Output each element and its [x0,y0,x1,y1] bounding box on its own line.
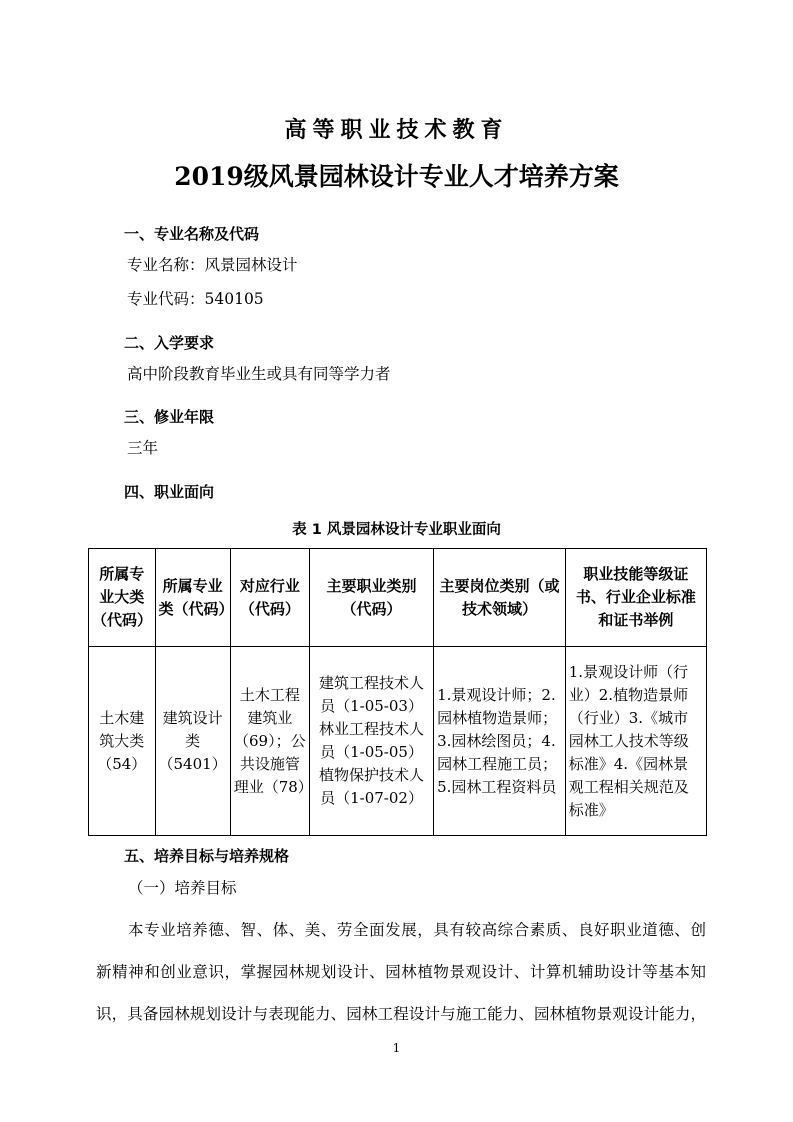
paragraph-line: 新精神和创业意识，掌握园林规划设计、园林植物景观设计、计算机辅助设计等基本知 [96,963,706,981]
table-caption: 表 1 风景园林设计专业职业面向 [292,522,501,538]
document-title-line1: 高等职业技术教育 [284,117,509,143]
header-cell: 职业技能等级证书、行业企业标准和证书举例 [565,549,706,647]
page-number: 1 [392,1041,401,1055]
major-name: 专业名称：风景园林设计 [127,256,298,274]
section-2-heading: 二、入学要求 [124,334,215,352]
table-cell: 建筑工程技术人员（1-05-03）林业工程技术人员（1-05-05）植物保护技术人员（1-07-02） [309,647,433,836]
section-5-heading: 五、培养目标与培养规格 [124,847,290,865]
study-duration: 三年 [127,439,159,457]
table-cell: 1.景观设计师（行业）2.植物造景师（行业）3.《城市园林工人技术等级标准》4.《园林景观工程相关规范及标准》 [565,647,706,836]
paragraph-line: 本专业培养德、智、体、美、劳全面发展，具有较高综合素质、良好职业道德、创 [128,921,706,939]
header-cell: 对应行业（代码） [230,549,309,647]
header-cell: 主要岗位类别（或技术领域） [434,549,566,647]
table-cell: 建筑设计类（5401） [155,647,230,836]
career-orientation-table [88,548,707,836]
section-1-heading: 一、专业名称及代码 [124,225,260,243]
header-cell: 主要职业类别（代码） [309,549,433,647]
document-title-line2: 2019级风景园林设计专业人才培养方案 [174,162,619,191]
admission-requirement: 高中阶段教育毕业生或具有同等学力者 [127,365,391,383]
table-header-row [89,549,707,647]
section-3-heading: 三、修业年限 [124,408,215,426]
major-code: 专业代码：540105 [127,290,264,308]
paragraph-line: 识，具备园林规划设计与表现能力、园林工程设计与施工能力、园林植物景观设计能力， [96,1005,706,1023]
header-cell: 所属专业大类（代码） [89,549,156,647]
header-cell: 所属专业类（代码） [155,549,230,647]
table-cell: 土木建筑大类（54） [89,647,156,836]
section-4-heading: 四、职业面向 [124,483,215,501]
subsection-training-goal: （一）培养目标 [128,879,237,897]
table-cell: 土木工程建筑业（69）；公共设施管理业（78） [230,647,309,836]
table-cell: 1.景观设计师；2.园林植物造景师；3.园林绘图员；4.园林工程施工员；5.园林工程资料员 [434,647,566,836]
table-row [89,647,707,836]
